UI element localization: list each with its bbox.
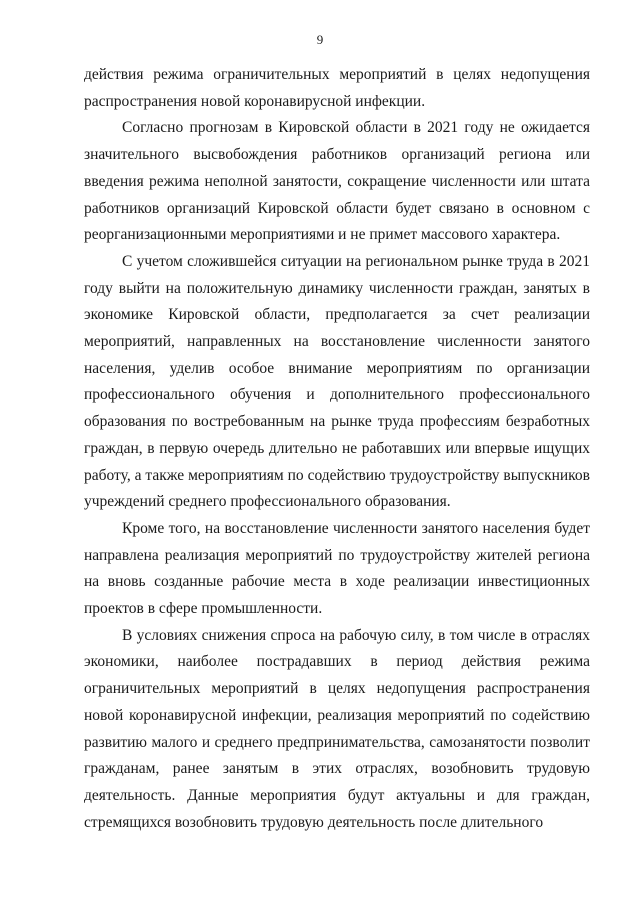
document-body xyxy=(84,62,590,836)
paragraph: Кроме того, на восстановление численности занятого населения будет направлена реализация мероприятий по трудоустройству жителей региона на вновь созданные рабочие места в ходе реализации инвестиционных проектов в сфере промышленности. xyxy=(84,519,590,618)
paragraph: действия режима ограничительных мероприятий в целях недопущения распространения новой коронавирусной инфекции. xyxy=(84,66,590,110)
page-number: 9 xyxy=(316,32,324,47)
paragraph: В условиях снижения спроса на рабочую силу, в том числе в отраслях экономики, наиболее пострадавших в период действия режима ограничительных мероприятий в целях недопущения распространения новой коронавирусной инфекции, реализация мероприятий по содействию развитию малого и среднего предпринимательства, самозанятости позволит гражданам, ранее занятым в этих отраслях, возобновить трудовую деятельность. Данные мероприятия будут актуальны и для граждан, стремящихся возобновить трудовую деятельность после длительного xyxy=(84,626,590,831)
paragraph: С учетом сложившейся ситуации на региональном рынке труда в 2021 году выйти на положительную динамику численности граждан, занятых в экономике Кировской области, предполагается за счет реализации мероприятий, направленных на восстановление численности занятого населения, уделив особое внимание мероприятиям по организации профессионального обучения и дополнительного профессионального образования по востребованным на рынке труда профессиям безработных граждан, в первую очередь длительно не работавших или впервые ищущих работу, а также мероприятиям по содействию трудоустройству выпускников учреждений среднего профессионального образования. xyxy=(84,252,590,511)
paragraph: Согласно прогнозам в Кировской области в 2021 году не ожидается значительного высвобождения работников организаций региона или введения режима неполной занятости, сокращение численности или штата работников организаций Кировской области будет связано в основном с реорганизационными мероприятиями и не примет массового характера. xyxy=(84,119,590,244)
